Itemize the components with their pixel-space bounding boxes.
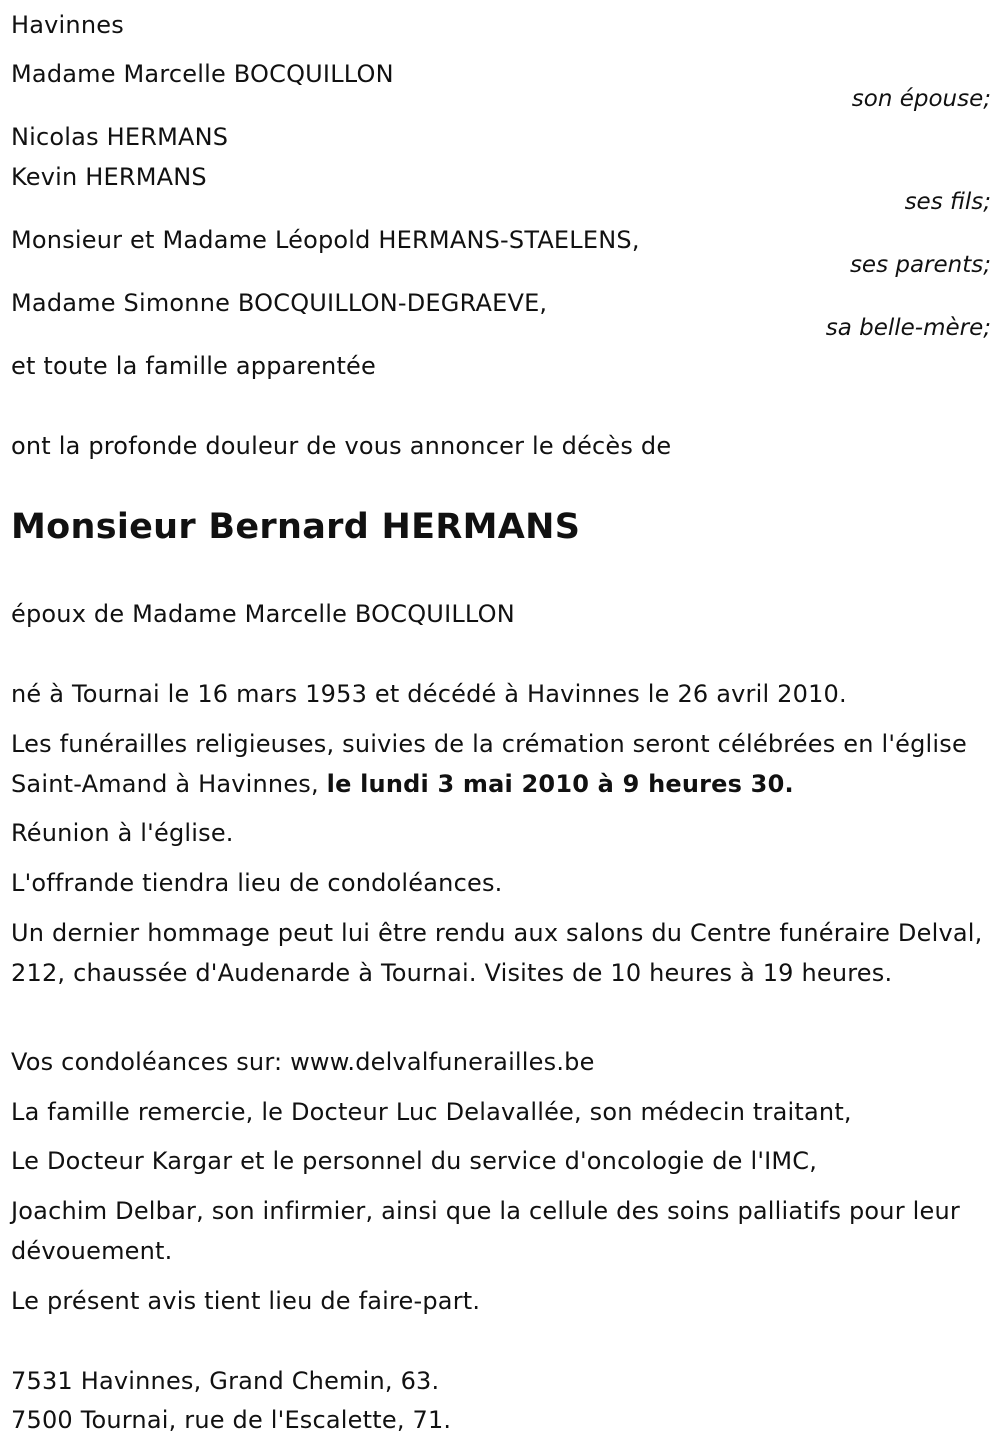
family-name-mother-in-law: Madame Simonne BOCQUILLON-DEGRAEVE, [11, 289, 548, 317]
family-relation-sons: ses fils; [904, 189, 991, 215]
death-notice [11, 0, 991, 1455]
spouse-line: époux de Madame Marcelle BOCQUILLON [11, 600, 515, 628]
address-tournai: 7500 Tournai, rue de l'Escalette, 71. [11, 1406, 452, 1434]
tribute: Un dernier hommage peut lui être rendu aux salons du Centre funéraire Delval, 212, chaussée d'Audenarde à Tournai. Visites de 10 heures à 19 heures. [11, 919, 983, 987]
offering: L'offrande tiendra lieu de condoléances. [11, 869, 503, 897]
family-relation-mother-in-law: sa belle-mère; [825, 315, 991, 341]
funeral-date-time: le lundi 3 mai 2010 à 9 heures 30. [326, 770, 794, 798]
notice: Le présent avis tient lieu de faire-part. [11, 1287, 481, 1315]
family-name-parents: Monsieur et Madame Léopold HERMANS-STAELENS, [11, 226, 640, 254]
funeral-text: Les funérailles religieuses, suivies de la crémation seront célébrées en l'église Saint-Amand à Havinnes, [11, 730, 967, 798]
thanks-line-3: Joachim Delbar, son infirmier, ainsi que la cellule des soins palliatifs pour leur dévouement. [11, 1197, 960, 1265]
family-relation-spouse: son épouse; [851, 86, 991, 112]
deceased-name: Monsieur Bernard HERMANS [11, 507, 581, 547]
birth-death: né à Tournai le 16 mars 1953 et décédé à Havinnes le 26 avril 2010. [11, 680, 847, 708]
thanks-line-1: La famille remercie, le Docteur Luc Delavallée, son médecin traitant, [11, 1098, 852, 1126]
family-name-son-1: Nicolas HERMANS [11, 123, 229, 151]
announcement: ont la profonde douleur de vous annoncer le décès de [11, 432, 672, 460]
family-relation-parents: ses parents; [849, 252, 991, 278]
meeting: Réunion à l'église. [11, 819, 234, 847]
address-havinnes: 7531 Havinnes, Grand Chemin, 63. [11, 1367, 440, 1395]
thanks-line-2: Le Docteur Kargar et le personnel du service d'oncologie de l'IMC, [11, 1147, 818, 1175]
family-extended: et toute la famille apparentée [11, 352, 376, 380]
header-location: Havinnes [11, 11, 124, 39]
family-name-son-2: Kevin HERMANS [11, 163, 207, 191]
funeral-paragraph [11, 724, 986, 804]
condolences: Vos condoléances sur: www.delvalfunerailles.be [11, 1048, 595, 1076]
family-name-spouse: Madame Marcelle BOCQUILLON [11, 60, 394, 88]
